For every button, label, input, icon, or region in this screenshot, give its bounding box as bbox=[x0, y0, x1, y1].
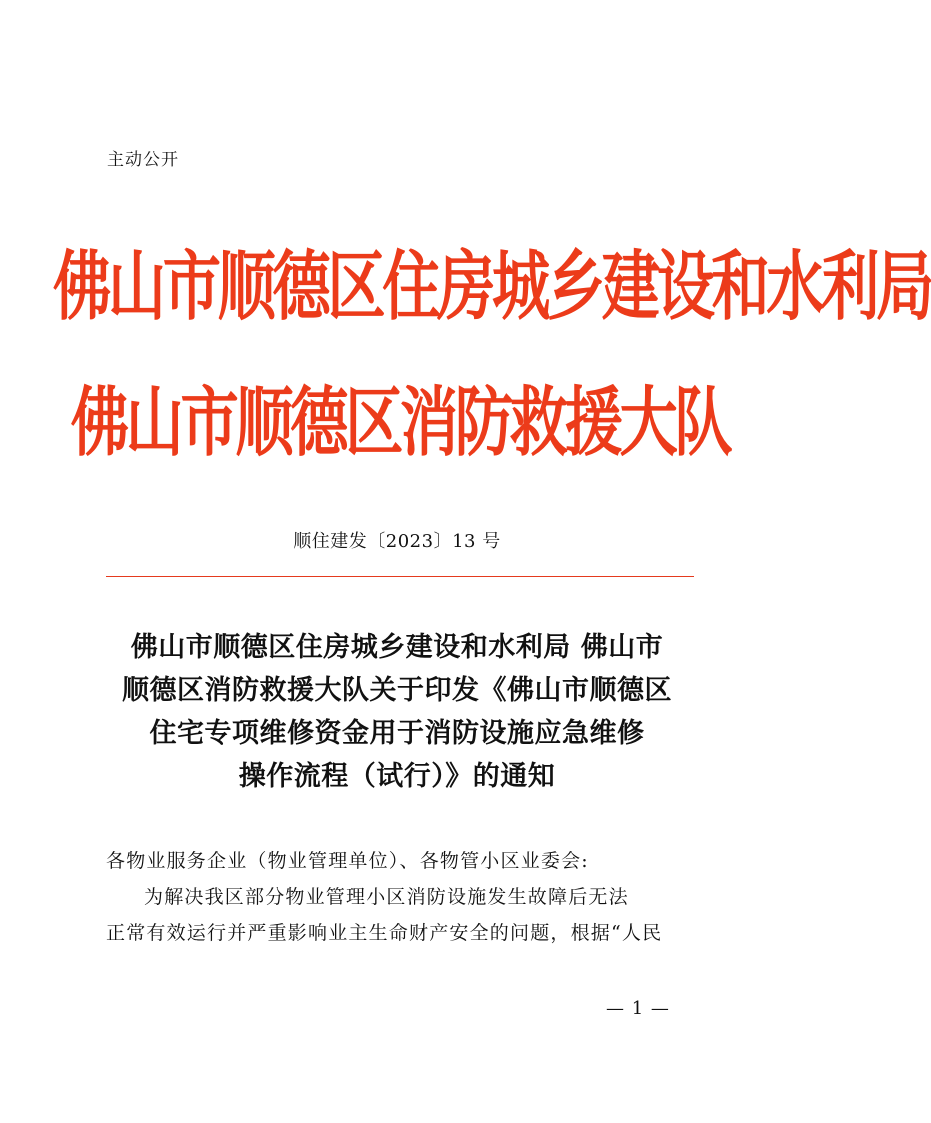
title-line: 顺德区消防救援大队关于印发《佛山市顺德区 bbox=[122, 675, 672, 706]
document-number: 顺住建发〔2023〕13 号 bbox=[293, 531, 501, 552]
disclosure-label: 主动公开 bbox=[107, 150, 179, 170]
issuer-name-text: 佛山市顺德区消防救援大队 bbox=[70, 380, 730, 468]
paragraph-line: 正常有效运行并严重影响业主生命财产安全的问题，根据“人民 bbox=[106, 922, 663, 944]
issuer-name-text: 佛山市顺德区住房城乡建设和水利局 bbox=[52, 244, 931, 332]
addressee-line: 各物业服务企业（物业管理单位）、各物管小区业委会: bbox=[106, 850, 589, 872]
paragraph-line: 为解决我区部分物业管理小区消防设施发生故障后无法 bbox=[144, 886, 629, 908]
document-body bbox=[106, 843, 696, 951]
title-line: 佛山市顺德区住房城乡建设和水利局 佛山市 bbox=[130, 632, 664, 663]
page-number: — 1 — bbox=[606, 998, 670, 1019]
red-divider-line bbox=[106, 576, 694, 577]
title-line: 住宅专项维修资金用于消防设施应急维修 bbox=[149, 718, 645, 749]
issuer-name-fire-brigade bbox=[70, 380, 730, 468]
title-line: 操作流程（试行）》的通知 bbox=[238, 761, 556, 792]
document-title bbox=[96, 626, 698, 798]
issuer-name-housing-bureau bbox=[52, 244, 931, 332]
